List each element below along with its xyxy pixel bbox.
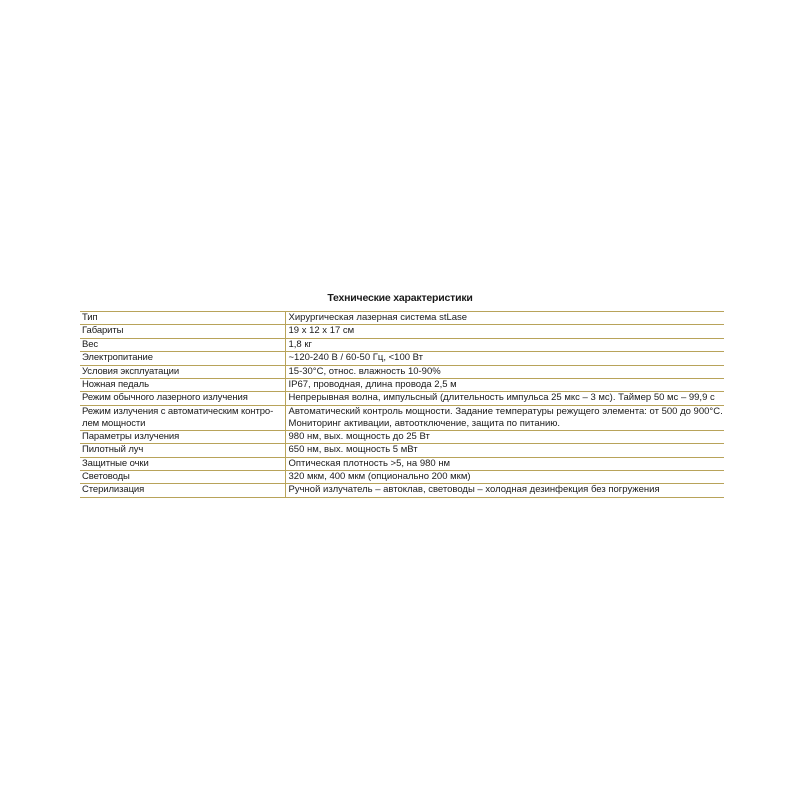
param-cell xyxy=(80,405,285,430)
param-cell: Ножная педаль xyxy=(82,379,149,391)
param-cell: Режим обычного лазерного излучения xyxy=(82,392,248,404)
value-cell: 650 нм, вых. мощность 5 мВт xyxy=(285,444,724,457)
param-line-2: лем мощности xyxy=(82,417,146,429)
value-cell: Оптическая плотность >5, на 980 нм xyxy=(285,457,724,470)
value-cell: Хирургическая лазерная система stLase xyxy=(285,312,724,325)
table-row xyxy=(80,312,724,325)
table-row xyxy=(80,484,724,497)
value-cell: ~120-240 В / 60-50 Гц, <100 Вт xyxy=(285,352,724,365)
spec-table xyxy=(80,311,724,498)
value-cell: 19 x 12 x 17 см xyxy=(285,325,724,338)
param-cell: Стерилизация xyxy=(82,484,145,496)
table-row xyxy=(80,405,724,430)
value-cell: 15-30°С, относ. влажность 10-90% xyxy=(285,365,724,378)
table-row xyxy=(80,392,724,405)
table-title: Технические характеристики xyxy=(327,292,473,304)
param-cell: Тип xyxy=(82,312,98,323)
table-row xyxy=(80,430,724,443)
value-line-2: Мониторинг активации, автоотключение, защита по питанию. xyxy=(288,417,561,429)
param-cell: Вес xyxy=(82,338,99,350)
table-row xyxy=(80,444,724,457)
table-row xyxy=(80,365,724,378)
value-line-1: Автоматический контроль мощности. Задание температуры режущего элемента: от 500 до 900°С. xyxy=(288,405,723,417)
value-cell: Ручной излучатель – автоклав, световоды – холодная дезинфекция без погружения xyxy=(285,484,724,497)
param-cell: Световоды xyxy=(82,471,130,483)
param-cell: Параметры излучения xyxy=(82,430,180,442)
table-row xyxy=(80,338,724,351)
table-row xyxy=(80,457,724,470)
value-cell: 1,8 кг xyxy=(285,338,724,351)
table-row xyxy=(80,325,724,338)
param-cell: Габариты xyxy=(82,325,124,337)
value-cell: IP67, проводная, длина провода 2,5 м xyxy=(285,379,724,392)
value-cell: 980 нм, вых. мощность до 25 Вт xyxy=(285,430,724,443)
param-cell: Пилотный луч xyxy=(82,444,144,456)
param-cell: Условия эксплуатации xyxy=(82,365,180,377)
value-cell xyxy=(285,405,724,430)
value-cell: Непрерывная волна, импульсный (длительность импульса 25 мкс – 3 мс). Таймер 50 мс – 99,9 с xyxy=(285,392,724,405)
table-row xyxy=(80,352,724,365)
table-row xyxy=(80,471,724,484)
param-cell: Защитные очки xyxy=(82,457,149,469)
param-cell: Электропитание xyxy=(82,352,153,364)
param-line-1: Режим излучения с автоматическим контро- xyxy=(82,405,274,417)
value-cell: 320 мкм, 400 мкм (опционально 200 мкм) xyxy=(285,471,724,484)
table-row xyxy=(80,379,724,392)
